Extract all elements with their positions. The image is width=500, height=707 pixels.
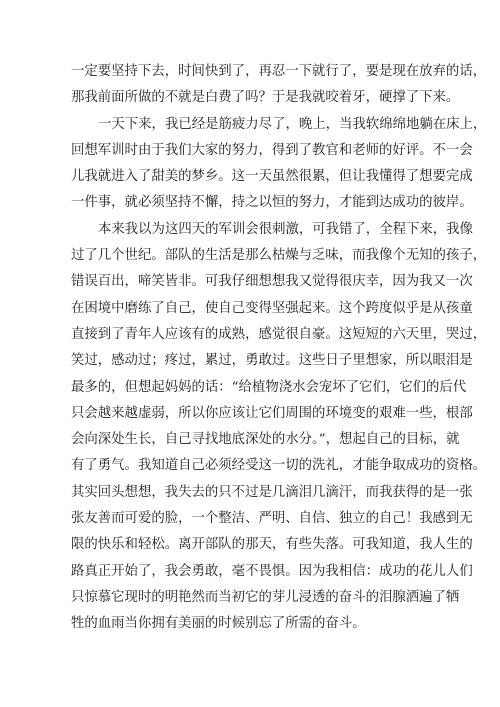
text-line: 只会越来越虚弱，所以你应该让它们周围的环境变的艰难一些，根部 [71,405,473,421]
text-line: 会向深处生长，自己寻找地底深处的水分。”，想起自己的目标，就 [71,432,460,448]
text-line: 一定要坚持下去，时间快到了，再忍一下就行了，要是现在放弃的话， [71,64,487,79]
text-line: 牲的血雨当你拥有美丽的时候别忘了所需的奋斗。 [71,616,366,632]
text-line: 在困境中磨练了自己，使自己变得坚强起来。这个跨度似乎是从孩童 [71,300,473,316]
text-line: 那我前面所做的不就是白费了吗？于是我就咬着牙，硬撑了下来。 [71,90,460,106]
text-line: 路真正开始了，我会勇敢，毫不畏惧。因为我相信：成功的花儿人们 [71,563,473,579]
text-line: 张友善而可爱的脸，一个整洁、严明、自信、独立的自己！我感到无 [71,511,473,527]
essay-text [71,59,487,638]
text-line: 只惊慕它现时的明艳然而当初它的芽儿浸透的奋斗的泪腺洒遍了牺 [71,589,460,605]
text-line: 错误百出，啼笑皆非。可我仔细想想我又觉得很庆幸，因为我又一次 [71,274,473,290]
text-line: 一件事，就必须坚持不懈，持之以恒的努力，才能到达成功的彼岸。 [71,195,473,211]
text-line: 一天下来，我已经是筋疲力尽了，晚上，当我软绵绵地躺在床上， [98,116,487,132]
text-line: 有了勇气。我知道自己必须经受这一切的洗礼，才能争取成功的资格。 [71,458,487,474]
text-line: 本来我以为这四天的军训会很刺激，可我错了，全程下来，我像 [98,221,473,237]
text-line: 最多的，但想起妈妈的话：“给植物浇水会宠坏了它们，它们的后代 [71,379,467,395]
text-line: 过了几个世纪。部队的生活是那么枯燥与乏味，而我像个无知的孩子， [71,248,487,264]
text-line: 回想军训时由于我们大家的努力，得到了教官和老师的好评。不一会 [71,142,473,158]
text-line: 儿我就进入了甜美的梦乡。这一天虽然很累，但让我懂得了想要完成 [71,169,473,185]
text-line: 直接到了青年人应该有的成熟，感觉很自豪。这短短的六天里，哭过， [71,326,487,342]
text-line: 其实回头想想，我失去的只不过是几滴泪几滴汗，而我获得的是一张 [71,484,473,500]
text-line: 限的快乐和轻松。离开部队的那天，有些失落。可我知道，我人生的 [71,537,473,553]
text-line: 笑过，感动过；疼过，累过，勇敢过。这些日子里想家，所以眼泪是 [71,353,473,369]
